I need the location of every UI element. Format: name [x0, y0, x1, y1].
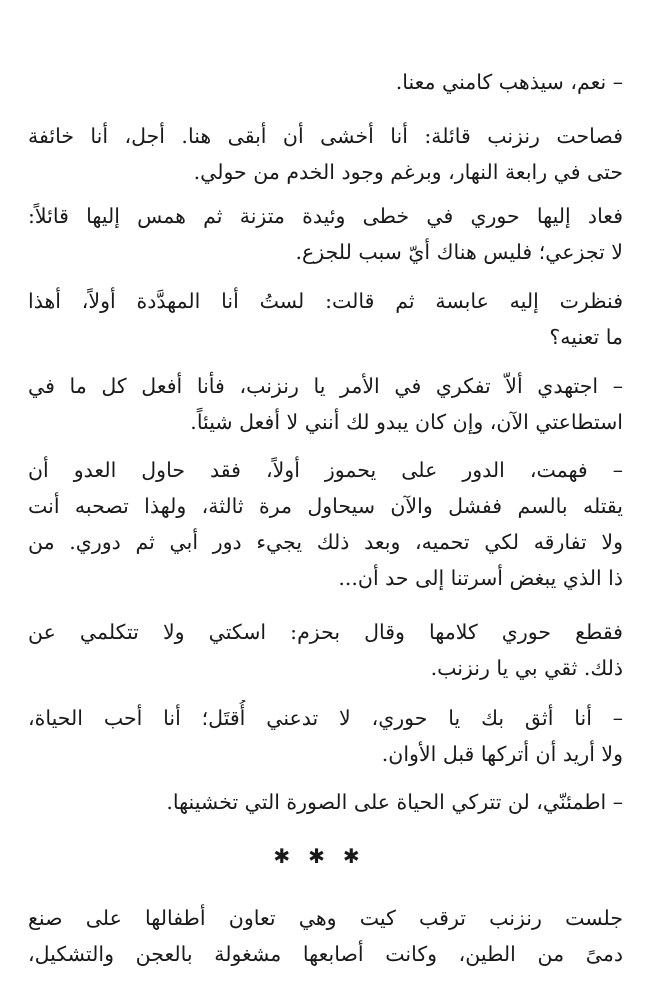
text-line: – اطمئنّي، لن تتركي الحياة على الصورة التي تخشينها.: [166, 790, 623, 814]
text-line: دمىً من الطين، وكانت أصابعها مشغولة بالعجن والتشكيل،: [28, 942, 623, 966]
paragraph: [28, 64, 623, 100]
paragraph: [28, 700, 623, 772]
paragraph: [28, 118, 623, 190]
paragraph: [28, 784, 623, 820]
text-line: – اجتهدي ألاّ تفكري في الأمر يا رنزنب، فأنا أفعل كل ما في: [28, 374, 623, 398]
section-separator: ✱✱✱: [273, 844, 378, 868]
text-line: – فهمت، الدور على يحموز أولاً، فقد حاول العدو أن: [28, 458, 623, 482]
paragraph: [28, 368, 623, 440]
text-line: – أنا أثق بك يا حوري، لا تدعني أُقتَل؛ أنا أحب الحياة،: [28, 706, 623, 730]
text-line: فعاد إليها حوري في خطى وئيدة متزنة ثم همس إليها قائلاً:: [28, 204, 623, 228]
text-line: ولا أريد أن أتركها قبل الأوان.: [381, 742, 623, 766]
text-line: لا تجزعي؛ فليس هناك أيّ سبب للجزع.: [295, 240, 623, 264]
paragraph: [28, 452, 623, 596]
paragraph: [28, 198, 623, 270]
text-line: ولا تفارقه لكي تحميه، وبعد ذلك يجيء دور أبي ثم دوري. من: [28, 530, 623, 554]
text-line: ما تعنيه؟: [549, 325, 623, 349]
text-line: جلست رنزنب ترقب كيت وهي تعاون أطفالها على صنع: [28, 906, 623, 930]
text-line: – نعم، سيذهب كامني معنا.: [395, 70, 623, 94]
text-line: ذلك. ثقي بي يا رنزنب.: [430, 656, 623, 680]
text-line: فصاحت رنزنب قائلة: أنا أخشى أن أبقى هنا. أجل، أنا خائفة: [28, 124, 623, 148]
text-line: ذا الذي يبغض أسرتنا إلى حد أن...: [338, 566, 623, 590]
paragraph: [28, 900, 623, 972]
text-line: حتى في رابعة النهار، وبرغم وجود الخدم من حولي.: [193, 160, 623, 184]
text-line: فنظرت إليه عابسة ثم قالت: لستُ أنا المهدَّدة أولاً، أهذا: [28, 289, 623, 313]
text-line: يقتله بالسم ففشل والآن سيحاول مرة ثالثة، ولهذا تصحبه أنت: [28, 494, 623, 518]
paragraph: [28, 283, 623, 355]
text-line: استطاعتي الآن، وإن كان يبدو لك أنني لا أفعل شيئاً.: [190, 410, 623, 434]
paragraph: [28, 614, 623, 686]
text-line: فقطع حوري كلامها وقال بحزم: اسكتي ولا تتكلمي عن: [28, 620, 623, 644]
